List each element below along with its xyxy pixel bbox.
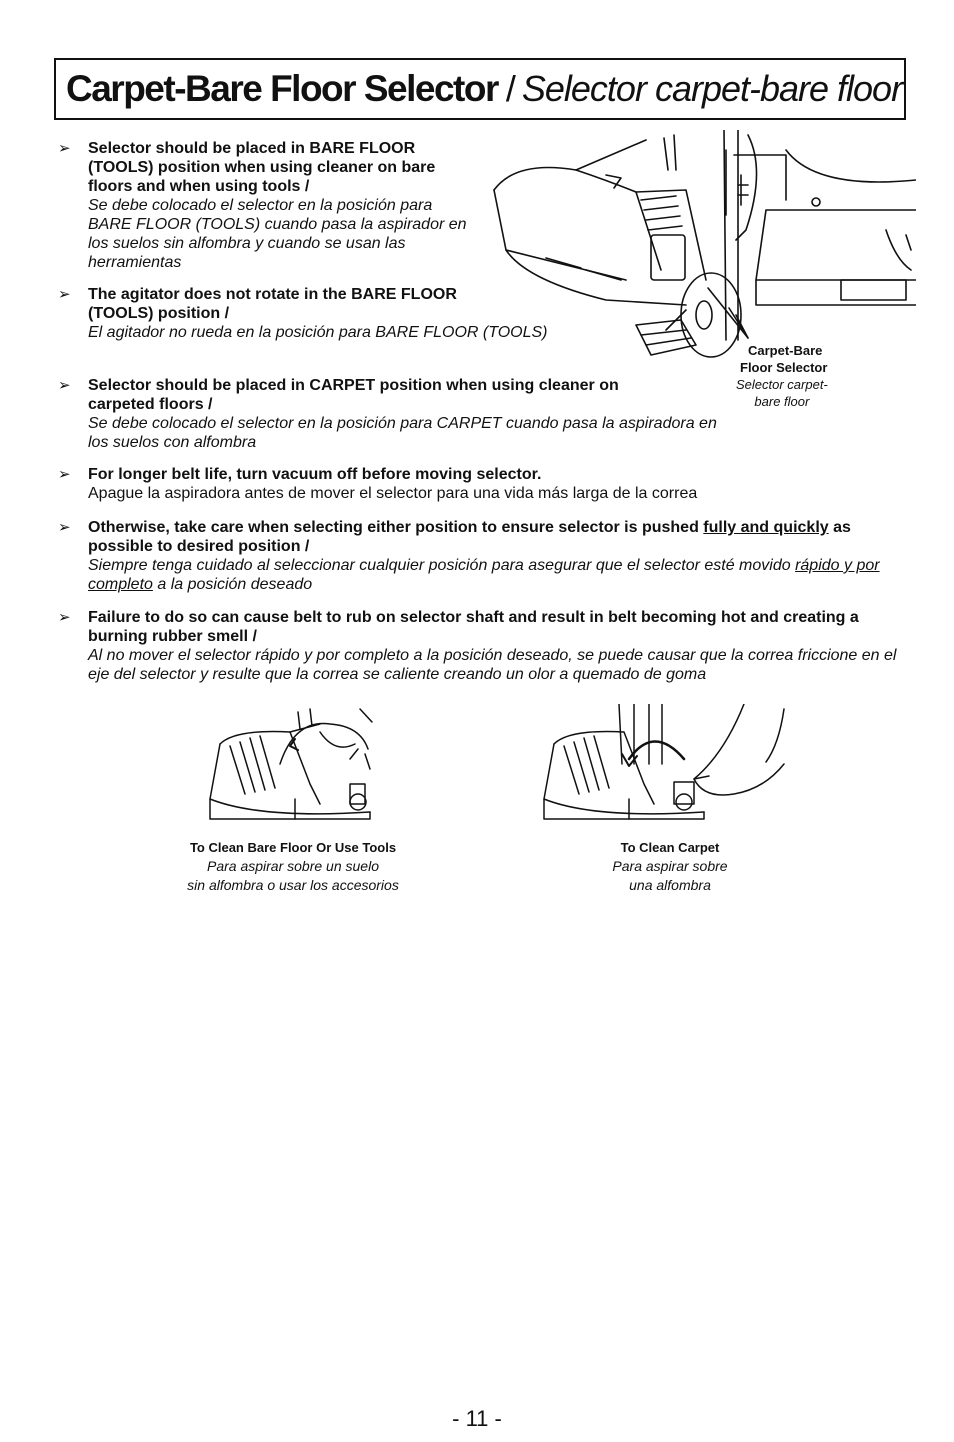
selector-caption-english-line1: Carpet-Bare [748, 343, 823, 358]
bullet-item [58, 465, 910, 503]
figure-caption-english: To Clean Bare Floor Or Use Tools [189, 840, 397, 855]
bullet-text-english: For longer belt life, turn vacuum off before moving selector. [88, 466, 542, 483]
bare-floor-illustration-icon [200, 704, 400, 834]
figure-caption-spanish-line2: una alfombra [629, 877, 711, 893]
page-title-english: Carpet-Bare Floor Selector [66, 68, 498, 109]
bullet-arrow-icon: ➢ [58, 140, 71, 157]
selector-caption-english-line2: Floor Selector [740, 360, 828, 375]
bullet-arrow-icon: ➢ [58, 286, 71, 303]
carpet-illustration-icon [534, 704, 804, 834]
selector-caption-spanish-line2: bare floor [754, 394, 810, 409]
bullet-item [58, 285, 558, 342]
underlined-emphasis: fully and quickly [703, 519, 829, 536]
page-title-spanish: Selector carpet-bare floor [521, 68, 903, 109]
bullet-text-english: The agitator does not rotate in the BARE FLOOR (TOOLS) position / [88, 286, 457, 322]
page-title-box [54, 58, 906, 120]
bullet-text-spanish [88, 556, 910, 594]
bullet-item [58, 376, 728, 452]
vacuum-selector-illustration-icon [486, 130, 916, 370]
bullet-text-spanish: Se debe colocado el selector en la posición para CARPET cuando pasa la aspiradora en los suelos con alfombra [88, 415, 717, 451]
bullet-item [58, 518, 910, 594]
bullet-text-english: Selector should be placed in CARPET position when using cleaner on carpeted floors / [88, 377, 619, 413]
bullet-text-english: Failure to do so can cause belt to rub on selector shaft and result in belt becoming hot and creating a burning rubber smell / [88, 609, 859, 645]
bullet-text-spanish: Apague la aspiradora antes de mover el selector para una vida más larga de la correa [88, 485, 698, 502]
bullet-arrow-icon: ➢ [58, 519, 71, 536]
bullet-item [58, 139, 478, 272]
bullet-arrow-icon: ➢ [58, 609, 71, 626]
page-number: - 11 - [452, 1406, 502, 1431]
figure-caption-spanish-line1: Para aspirar sobre [612, 858, 728, 874]
selector-caption [736, 342, 828, 410]
text-run: Siempre tenga cuidado al seleccionar cualquier posición para asegurar que el selector esté movido [88, 557, 796, 574]
figure-caption [120, 838, 466, 895]
figure-caption-spanish-line1: Para aspirar sobre un suelo [207, 858, 379, 874]
figure-caption [530, 838, 810, 895]
text-run: a la posición deseado [152, 576, 313, 593]
bullet-text-spanish: Al no mover el selector rápido y por completo a la posición deseado, se puede causar que la correa friccione en el eje del selector y resulte que la correa se caliente creando un olor a quemado de goma [88, 647, 897, 683]
bullet-arrow-icon: ➢ [58, 466, 71, 483]
title-separator: / [505, 68, 516, 109]
selector-caption-spanish-line1: Selector carpet- [736, 377, 828, 392]
bullet-item [58, 608, 910, 684]
bullet-text-english: Selector should be placed in BARE FLOOR (TOOLS) position when using cleaner on bare floors and when using tools / [88, 140, 436, 195]
text-run: Otherwise, take care when selecting either position to ensure selector is pushed [88, 519, 704, 536]
text-run: as possible to desired position / [88, 519, 851, 555]
underlined-emphasis: rápido y por completo [88, 557, 880, 593]
bullet-text-spanish: Se debe colocado el selector en la posición para BARE FLOOR (TOOLS) cuando pasa la aspirador en los suelos sin alfombra y cuando se usan las herramientas [88, 197, 467, 271]
figure-caption-english: To Clean Carpet [620, 840, 720, 855]
bullet-text-english [88, 518, 910, 556]
bullet-text-spanish: El agitador no rueda en la posición para BARE FLOOR (TOOLS) [88, 324, 548, 341]
figure-caption-spanish-line2: sin alfombra o usar los accesorios [187, 877, 399, 893]
bullet-arrow-icon: ➢ [58, 377, 71, 394]
